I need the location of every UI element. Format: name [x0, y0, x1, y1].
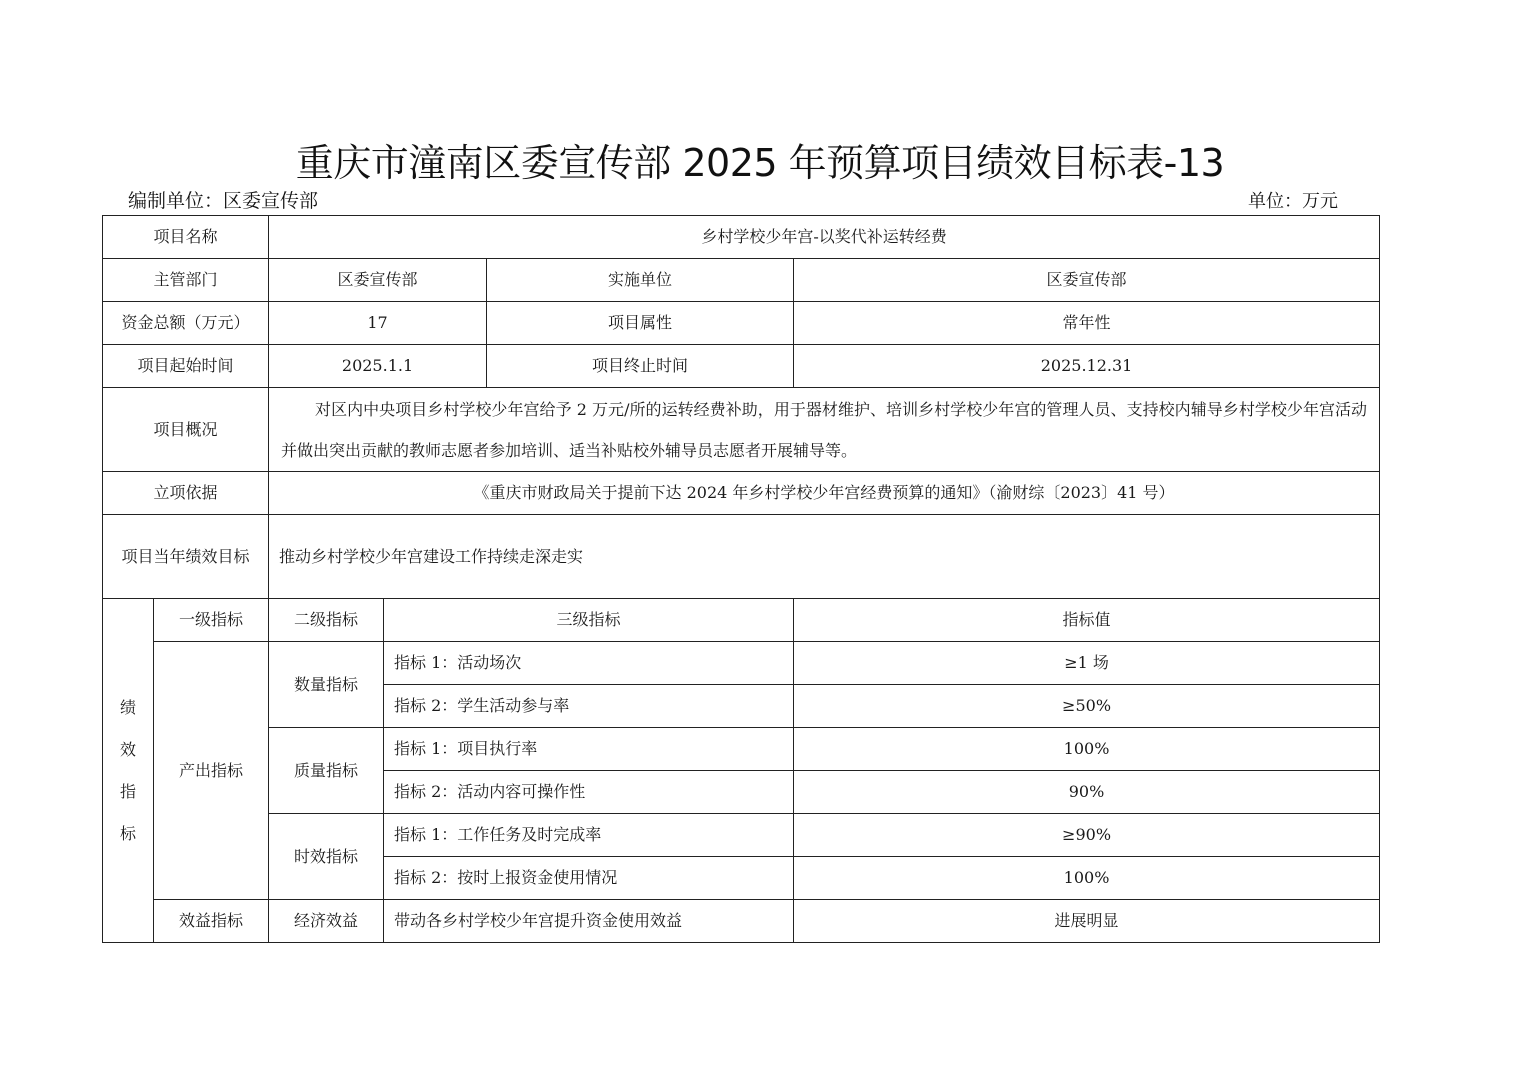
- overview-text: 对区内中央项目乡村学校少年宫给予 2 万元/所的运转经费补助，用于器材维护、培训乡村学校少年宫的管理人员、支持校内辅导乡村学校少年宫活动并做出突出贡献的教师志愿者参加培训、适当补贴校外辅导员志愿者开展辅导等。: [281, 399, 1368, 460]
- department-label: 主管部门: [103, 259, 269, 302]
- overview-label: 项目概况: [103, 388, 269, 472]
- indicator-row-name: 指标 2：学生活动参与率: [384, 685, 794, 728]
- end-date-value: 2025.12.31: [794, 345, 1380, 388]
- header-value: 指标值: [794, 599, 1380, 642]
- indicator-row-value: ≥1 场: [794, 642, 1380, 685]
- project-name-value: 乡村学校少年宫-以奖代补运转经费: [269, 216, 1380, 259]
- performance-table: [102, 215, 1380, 943]
- project-attribute-label: 项目属性: [487, 302, 794, 345]
- quality-indicator-label: 质量指标: [269, 728, 384, 814]
- end-date-label: 项目终止时间: [487, 345, 794, 388]
- indicator-row-name: 指标 1：活动场次: [384, 642, 794, 685]
- indicator-row-value: ≥90%: [794, 814, 1380, 857]
- indicator-row-name: 指标 2：按时上报资金使用情况: [384, 857, 794, 900]
- header-level1: 一级指标: [154, 599, 269, 642]
- indicator-row-value: 100%: [794, 857, 1380, 900]
- project-attribute-value: 常年性: [794, 302, 1380, 345]
- header-level2: 二级指标: [269, 599, 384, 642]
- annual-goal-value: 推动乡村学校少年宫建设工作持续走深走实: [269, 515, 1380, 599]
- department-value: 区委宣传部: [269, 259, 487, 302]
- indicator-row-value: 90%: [794, 771, 1380, 814]
- quantity-indicator-label: 数量指标: [269, 642, 384, 728]
- implementer-label: 实施单位: [487, 259, 794, 302]
- indicator-row-name: 指标 1：项目执行率: [384, 728, 794, 771]
- indicator-row-value: ≥50%: [794, 685, 1380, 728]
- basis-label: 立项依据: [103, 472, 269, 515]
- currency-unit: 单位：万元: [1248, 191, 1338, 212]
- benefit-indicator-label: 效益指标: [154, 900, 269, 943]
- page-title: 重庆市潼南区委宣传部 2025 年预算项目绩效目标表-13: [295, 141, 1225, 185]
- header-level3: 三级指标: [384, 599, 794, 642]
- indicator-row-name: 指标 1：工作任务及时完成率: [384, 814, 794, 857]
- overview-value: [269, 388, 1380, 472]
- annual-goal-label: 项目当年绩效目标: [103, 515, 269, 599]
- indicator-row-value: 100%: [794, 728, 1380, 771]
- output-indicator-label: 产出指标: [154, 642, 269, 900]
- project-name-label: 项目名称: [103, 216, 269, 259]
- implementer-value: 区委宣传部: [794, 259, 1380, 302]
- indicator-row-name: 带动各乡村学校少年宫提升资金使用效益: [384, 900, 794, 943]
- indicator-row-name: 指标 2：活动内容可操作性: [384, 771, 794, 814]
- indicator-row-value: 进展明显: [794, 900, 1380, 943]
- timeliness-indicator-label: 时效指标: [269, 814, 384, 900]
- start-date-label: 项目起始时间: [103, 345, 269, 388]
- start-date-value: 2025.1.1: [269, 345, 487, 388]
- total-funds-label: 资金总额（万元）: [103, 302, 269, 345]
- indicator-section-label: 绩 效 指 标: [103, 599, 154, 943]
- total-funds-value: 17: [269, 302, 487, 345]
- compiler-unit: 编制单位：区委宣传部: [128, 190, 319, 212]
- basis-value: 《重庆市财政局关于提前下达 2024 年乡村学校少年宫经费预算的通知》（渝财综〔2023〕41 号）: [269, 472, 1380, 515]
- economic-benefit-label: 经济效益: [269, 900, 384, 943]
